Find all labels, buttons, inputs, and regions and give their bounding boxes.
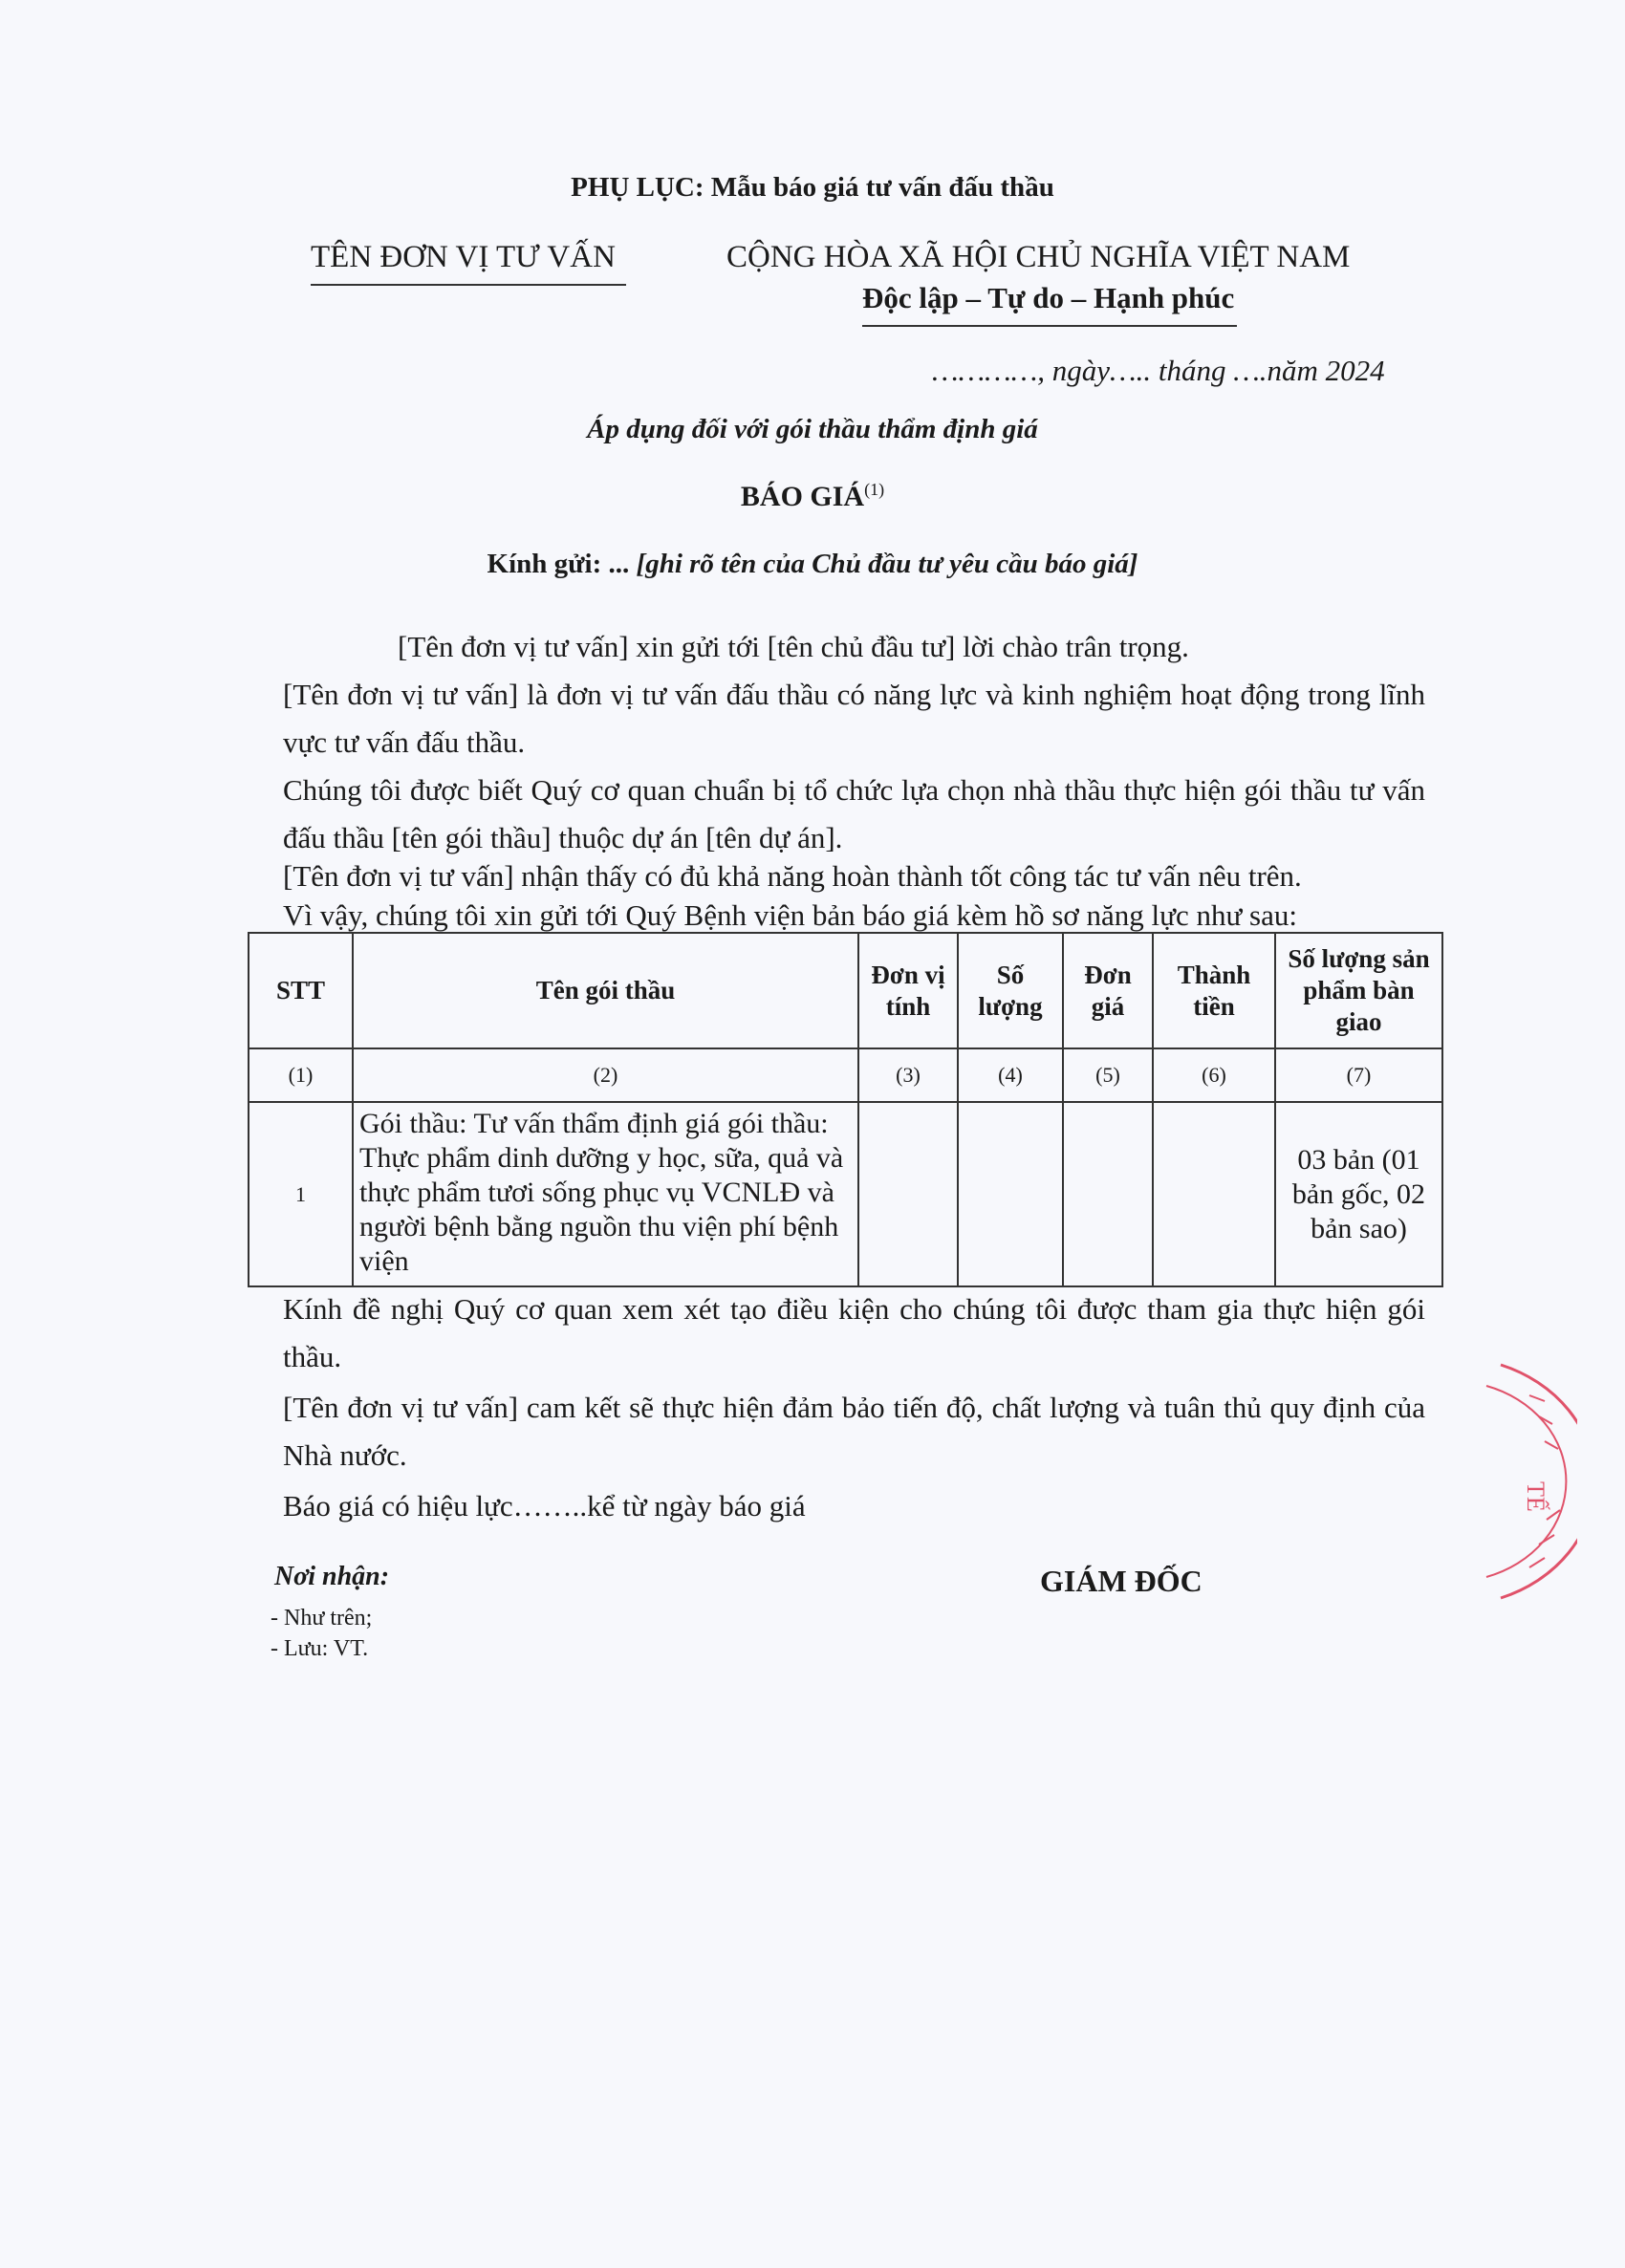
col-number: (7) [1275,1048,1442,1102]
col-number: (2) [353,1048,858,1102]
motto-underline [862,325,1237,327]
red-stamp-fragment [1462,1357,1577,1606]
date-line: …………, ngày….. tháng ….năm 2024 [932,354,1385,387]
table-header-row [249,933,1442,1048]
cell-deliverables: 03 bản (01 bản gốc, 02 bản sao) [1275,1102,1442,1286]
col-number: (6) [1153,1048,1275,1102]
stamp-text: TẾ [1522,1481,1549,1512]
national-motto: Độc lập – Tự do – Hạnh phúc [862,281,1235,314]
col-number: (5) [1063,1048,1153,1102]
national-title: CỘNG HÒA XÃ HỘI CHỦ NGHĨA VIỆT NAM [726,240,1351,274]
recipients-label: Nơi nhận: [274,1562,390,1591]
cell-amount [1153,1102,1275,1286]
apply-note: Áp dụng đối với gói thầu thẩm định giá [587,414,1038,444]
recipient-item: - Như trên; [271,1606,373,1631]
col-number: (3) [858,1048,958,1102]
cell-stt: 1 [249,1102,353,1286]
col-number: (1) [249,1048,353,1102]
salutation [0,549,1625,580]
paragraph-offer-line-2: Vì vậy, chúng tôi xin gửi tới Quý Bệnh viện bản báo giá kèm hồ sơ năng lực như sau: [283,898,1297,932]
unit-underline [311,284,626,286]
salutation-placeholder: [ghi rõ tên của Chủ đầu tư yêu cầu báo giá] [636,549,1138,579]
table-row [249,1102,1442,1286]
cell-unit [858,1102,958,1286]
col-header-quantity: Số lượng [958,933,1063,1048]
col-header-amount: Thành tiền [1153,933,1275,1048]
cell-unit-price [1063,1102,1153,1286]
title-footnote: (1) [864,480,885,499]
quote-table [248,932,1443,1287]
col-header-deliverables: Số lượng sản phẩm bàn giao [1275,933,1442,1048]
recipient-item: - Lưu: VT. [271,1636,369,1661]
paragraph-greeting: [Tên đơn vị tư vấn] xin gửi tới [tên chủ đầu tư] lời chào trân trọng. [398,630,1189,663]
col-header-stt: STT [249,933,353,1048]
paragraph-request: Kính đề nghị Quý cơ quan xem xét tạo điều kiện cho chúng tôi được tham gia thực hiện gói thầu. [283,1292,1425,1373]
paragraph-offer-line-1: [Tên đơn vị tư vấn] nhận thấy có đủ khả năng hoàn thành tốt công tác tư vấn nêu trên. [283,859,1302,893]
cell-quantity [958,1102,1063,1286]
signatory-title: GIÁM ĐỐC [1040,1564,1202,1598]
col-header-unit: Đơn vị tính [858,933,958,1048]
consultant-unit-name: TÊN ĐƠN VỊ TƯ VẤN [311,240,616,274]
cell-package-name: Gói thầu: Tư vấn thẩm định giá gói thầu: Thực phẩm dinh dưỡng y học, sữa, quả và thực phẩm tươi sống phục vụ VCNLĐ và người bệnh bằng nguồn thu viện phí bệnh viện [353,1102,858,1286]
table-number-row [249,1048,1442,1102]
appendix-title: PHỤ LỤC: Mẫu báo giá tư vấn đấu thầu [571,172,1054,203]
title-text: BÁO GIÁ [740,481,865,512]
document-title [0,480,1625,513]
paragraph-validity: Báo giá có hiệu lực……..kể từ ngày báo giá [283,1489,806,1523]
paragraph-capability: [Tên đơn vị tư vấn] là đơn vị tư vấn đấu thầu có năng lực và kinh nghiệm hoạt động trong lĩnh vực tư vấn đấu thầu. [283,678,1425,759]
col-header-unit-price: Đơn giá [1063,933,1153,1048]
col-number: (4) [958,1048,1063,1102]
paragraph-offer [283,856,1425,935]
col-header-package-name: Tên gói thầu [353,933,858,1048]
paragraph-commitment: [Tên đơn vị tư vấn] cam kết sẽ thực hiện đảm bảo tiến độ, chất lượng và tuân thủ quy định của Nhà nước. [283,1391,1425,1472]
salutation-label: Kính gửi: ... [487,549,630,579]
paragraph-tender-info: Chúng tôi được biết Quý cơ quan chuẩn bị tổ chức lựa chọn nhà thầu thực hiện gói thầu tư vấn đấu thầu [tên gói thầu] thuộc dự án [tên dự án]. [283,773,1425,854]
